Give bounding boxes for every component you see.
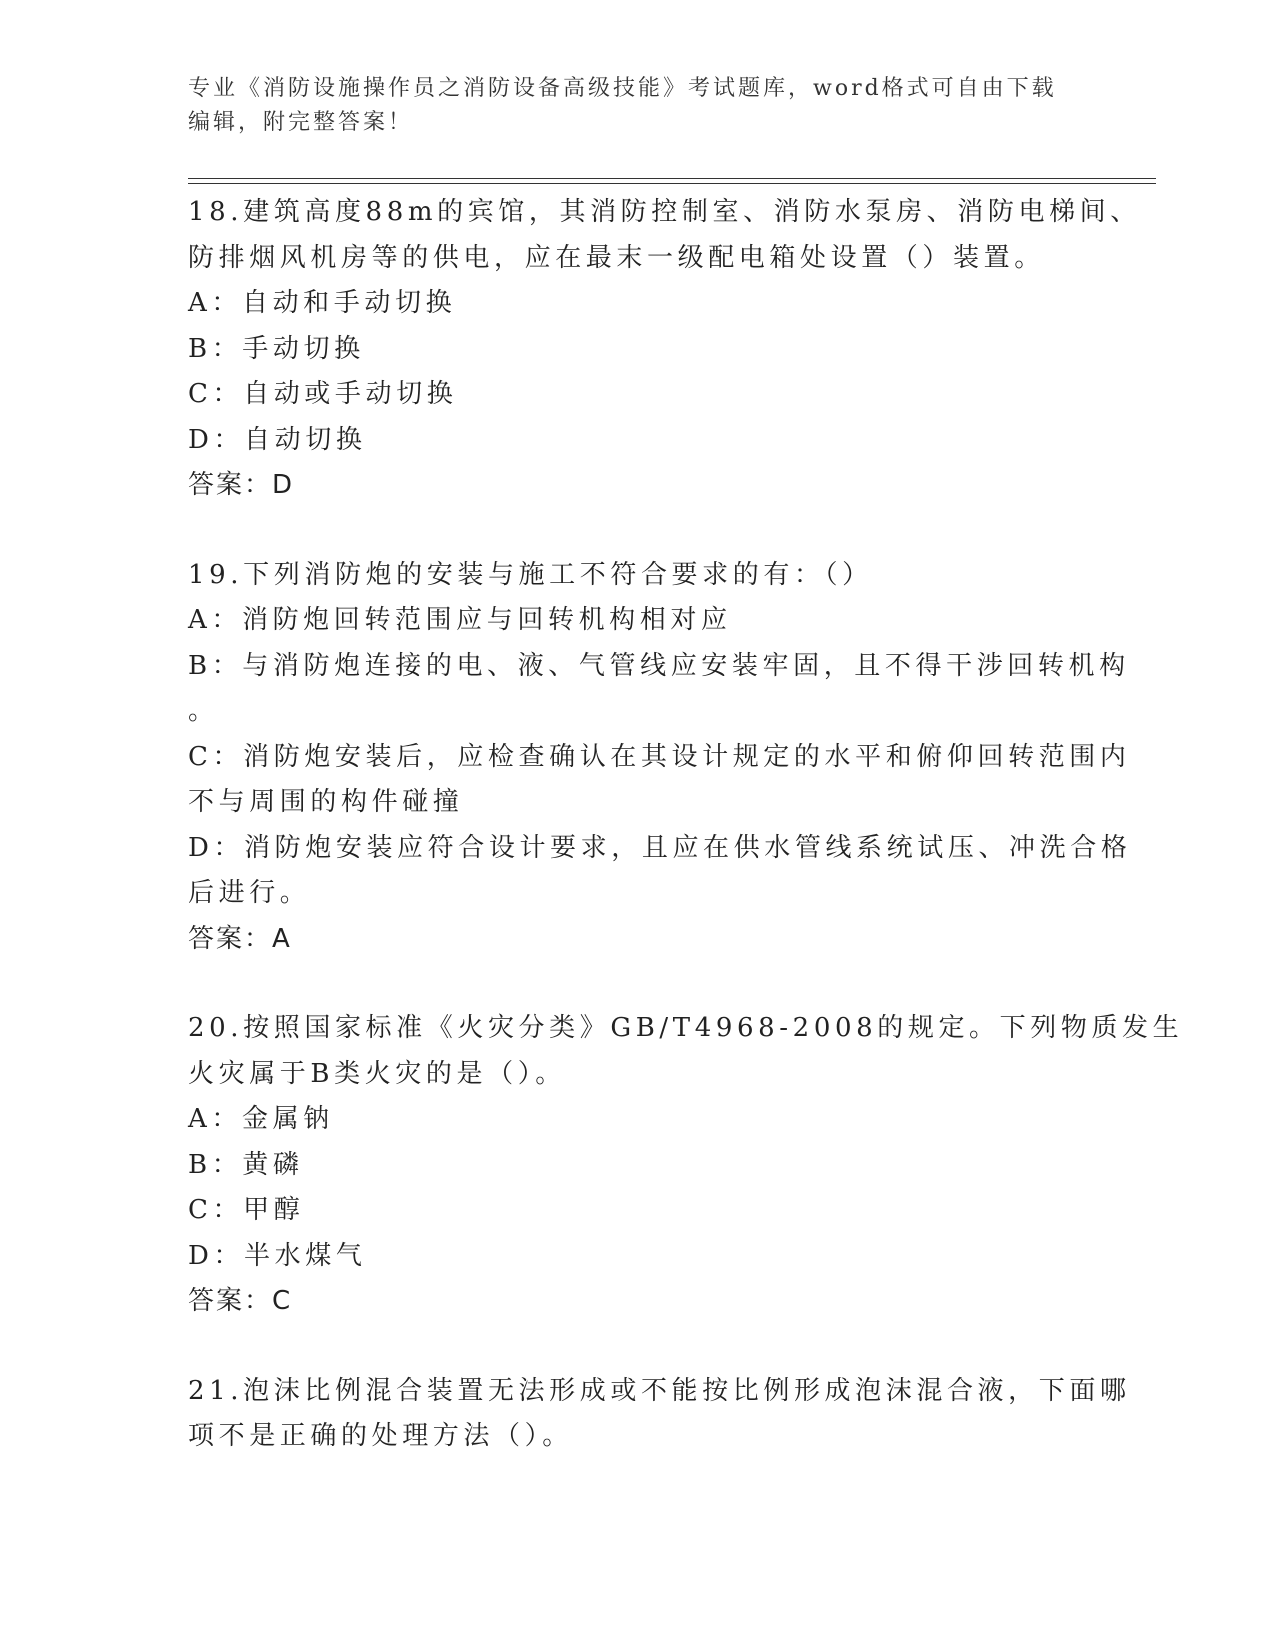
question-stem-line: 21.泡沫比例混合装置无法形成或不能按比例形成泡沫混合液，下面哪 — [188, 1375, 1131, 1406]
question-stem-line: 防排烟风机房等的供电，应在最末一级配电箱处设置（）装置。 — [188, 242, 1045, 273]
option-b: B：与消防炮连接的电、液、气管线应安装牢固，且不得干涉回转机构 — [188, 650, 1130, 681]
header-divider-top — [188, 178, 1156, 179]
option-c: C：自动或手动切换 — [188, 379, 458, 409]
question-stem-line: 18.建筑高度88m的宾馆，其消防控制室、消防水泵房、消防电梯间、 — [188, 197, 1141, 227]
option-d-continuation: 后进行。 — [188, 878, 311, 908]
option-a: A：消防炮回转范围应与回转机构相对应 — [188, 605, 732, 635]
answer-label: 答案：D — [188, 470, 295, 500]
option-d: D：半水煤气 — [188, 1240, 367, 1271]
question-20 — [188, 1006, 1184, 1325]
answer-label: 答案：C — [188, 1286, 293, 1316]
question-stem-line: 火灾属于B类火灾的是（）。 — [188, 1058, 566, 1089]
option-c-continuation: 不与周围的构件碰撞 — [188, 787, 464, 817]
option-b-continuation: 。 — [188, 696, 219, 726]
question-18 — [188, 190, 1141, 509]
option-c: C：甲醇 — [188, 1195, 305, 1225]
option-d: D：自动切换 — [188, 424, 367, 455]
option-b: B：手动切换 — [188, 333, 365, 364]
question-stem-line: 20.按照国家标准《火灾分类》GB/T4968-2008的规定。下列物质发生 — [188, 1013, 1184, 1043]
option-d: D：消防炮安装应符合设计要求，且应在供水管线系统试压、冲洗合格 — [188, 832, 1132, 863]
question-19 — [188, 553, 1132, 963]
question-stem-line: 19.下列消防炮的安装与施工不符合要求的有：（） — [188, 559, 873, 590]
header-divider-bottom — [188, 183, 1156, 184]
question-list — [188, 190, 1184, 1504]
question-21 — [188, 1369, 1131, 1460]
document-header: 专业《消防设施操作员之消防设备高级技能》考试题库，word格式可自由下载编辑，附完整答案！ — [188, 76, 1057, 135]
option-a: A：金属钠 — [188, 1104, 334, 1134]
option-a: A：自动和手动切换 — [188, 288, 457, 318]
option-c: C：消防炮安装后，应检查确认在其设计规定的水平和俯仰回转范围内 — [188, 741, 1131, 772]
question-stem-line: 项不是正确的处理方法（）。 — [188, 1421, 573, 1451]
answer-label: 答案：A — [188, 923, 292, 954]
option-b: B：黄磷 — [188, 1149, 304, 1180]
